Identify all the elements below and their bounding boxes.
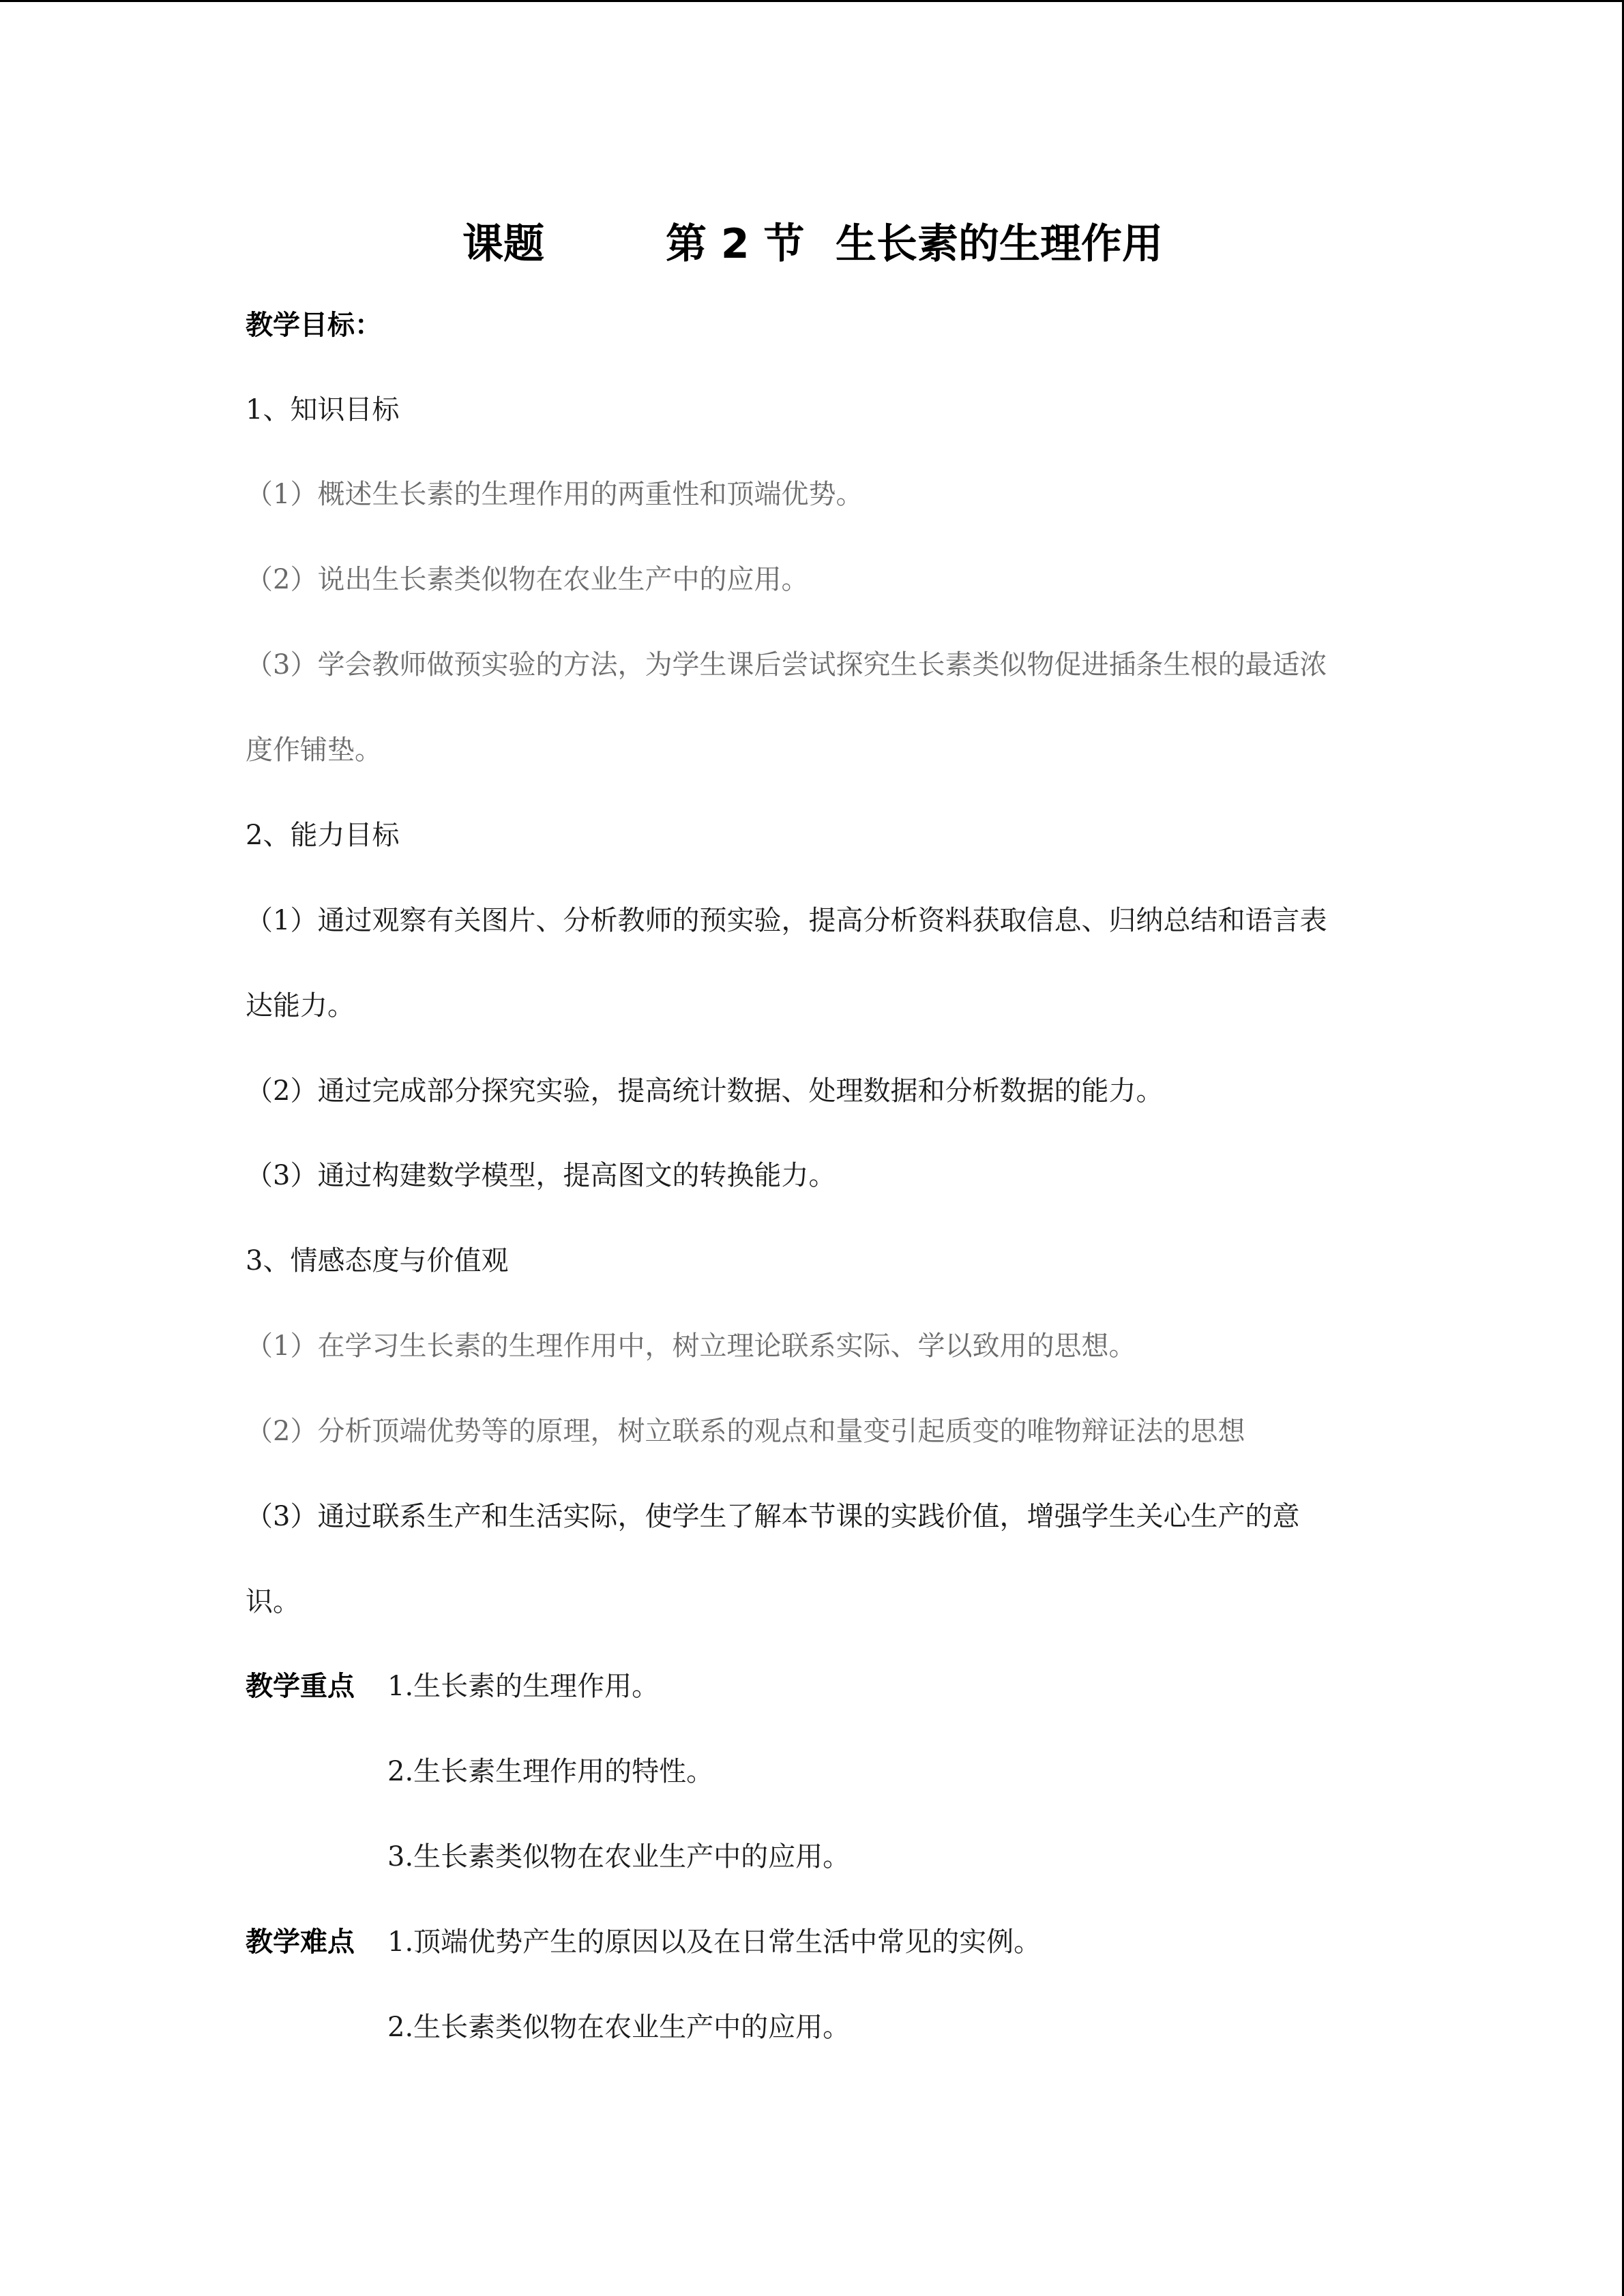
ability-item-1-line-1: （1）通过观察有关图片、分析教师的预实验，提高分析资料获取信息、归纳总结和语言表 xyxy=(246,905,1327,936)
title-label: 课题 xyxy=(462,220,544,268)
ability-item-1-line-2: 达能力。 xyxy=(246,990,355,1022)
key-points-label: 教学重点 xyxy=(246,1671,355,1702)
knowledge-item-3-line-1: （3）学会教师做预实验的方法，为学生课后尝试探究生长素类似物促进插条生根的最适浓 xyxy=(246,649,1327,681)
ability-item-2: （2）通过完成部分探究实验，提高统计数据、处理数据和分析数据的能力。 xyxy=(246,1075,1164,1107)
ability-heading: 2、能力目标 xyxy=(246,820,400,851)
key-point-item: 2.生长素生理作用的特性。 xyxy=(387,1756,714,1787)
emotion-item-2: （2）分析顶端优势等的原理，树立联系的观点和量变引起质变的唯物辩证法的思想 xyxy=(246,1416,1245,1447)
title-section: 第 2 节 xyxy=(666,220,805,268)
key-point-item: 3.生长素类似物在农业生产中的应用。 xyxy=(387,1841,851,1873)
difficult-point-item: 1.顶端优势产生的原因以及在日常生活中常见的实例。 xyxy=(387,1926,1042,1958)
ability-item-3: （3）通过构建数学模型，提高图文的转换能力。 xyxy=(246,1160,836,1191)
title-name: 生长素的生理作用 xyxy=(836,220,1163,268)
difficult-points-label: 教学难点 xyxy=(246,1926,355,1958)
document-title xyxy=(0,217,1624,271)
objectives-heading: 教学目标： xyxy=(246,310,382,341)
emotion-item-3-line-1: （3）通过联系生产和生活实际，使学生了解本节课的实践价值，增强学生关心生产的意 xyxy=(246,1501,1300,1532)
emotion-heading: 3、情感态度与价值观 xyxy=(246,1245,509,1277)
knowledge-heading: 1、知识目标 xyxy=(246,394,400,426)
emotion-item-3-line-2: 识。 xyxy=(246,1586,300,1617)
knowledge-item-1: （1）概述生长素的生理作用的两重性和顶端优势。 xyxy=(246,479,863,510)
page-top-border xyxy=(0,0,1624,2)
key-point-item: 1.生长素的生理作用。 xyxy=(387,1671,660,1702)
knowledge-item-3-line-2: 度作铺垫。 xyxy=(246,734,382,766)
knowledge-item-2: （2）说出生长素类似物在农业生产中的应用。 xyxy=(246,564,809,595)
difficult-point-item: 2.生长素类似物在农业生产中的应用。 xyxy=(387,2012,851,2043)
emotion-item-1: （1）在学习生长素的生理作用中，树立理论联系实际、学以致用的思想。 xyxy=(246,1330,1136,1362)
